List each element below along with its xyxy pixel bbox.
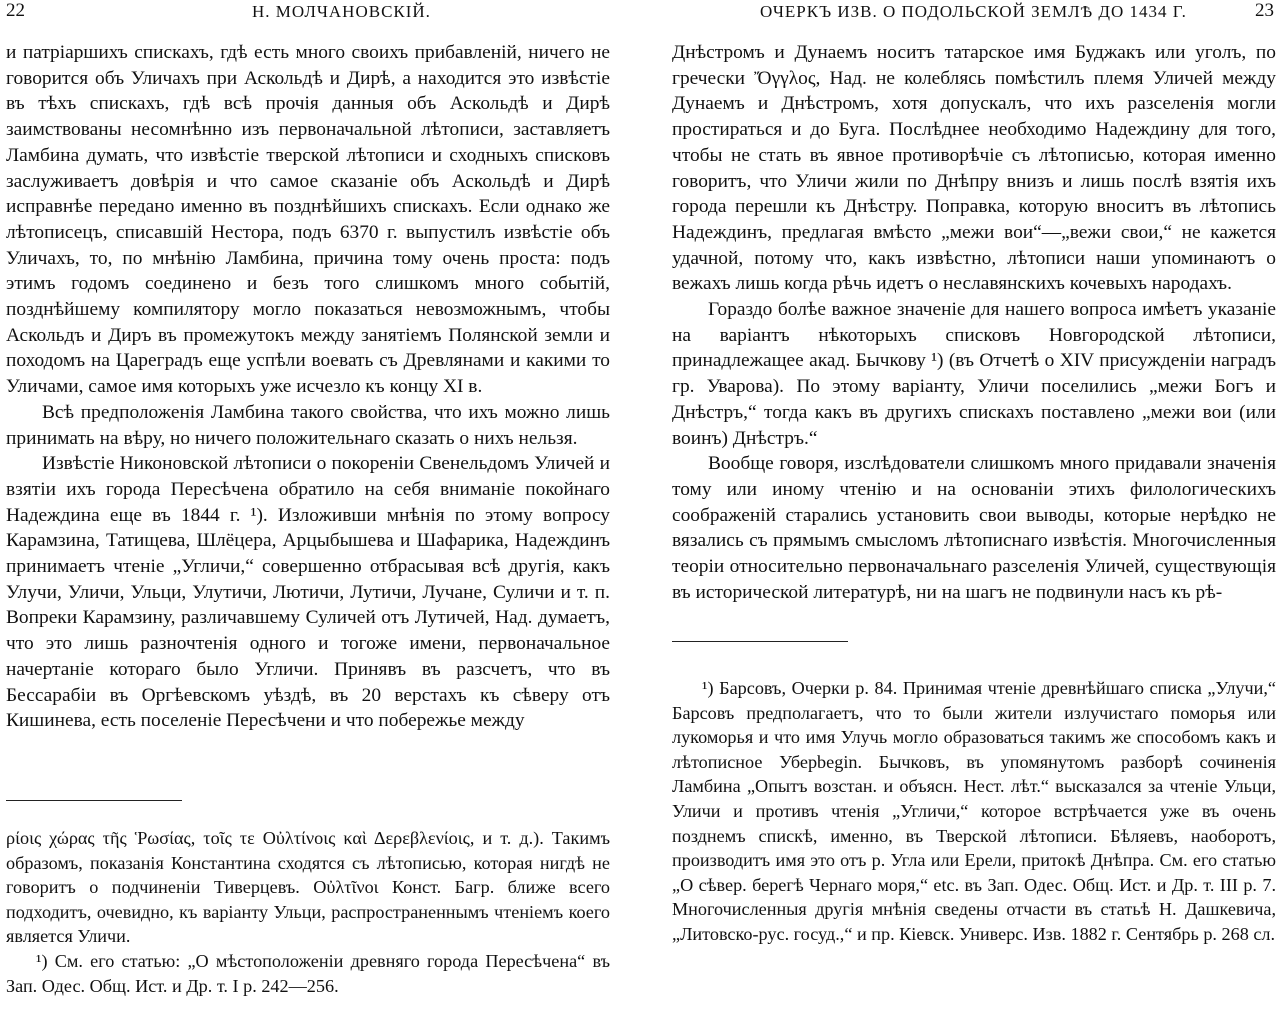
running-head-left: Н. МОЛЧАНОВСКІЙ. bbox=[252, 2, 431, 21]
left-paragraph-3: Извѣстіе Никоновской лѣтописи о покореніи Свенельдомъ Уличей и взятіи ихъ города Пересѣчена обратило на себя вниманіе покойнаго Надеждина еще въ 1844 г. ¹). Изложивши мнѣнія по этому вопросу Карамзина, Татищева, Шлёцера, Арцыбышева и Шафарика, Надеждинъ принимаетъ чтеніе „Угличи,“ совершенно отбрасывая всѣ другія, какъ Улучи, Уличи, Ульци, Улутичи, Лютичи, Лутичи, Лучане, Суличи и т. п. Вопреки Карамзину, различавшему Суличей отъ Лутичей, Над. думаетъ, что это лишь разночтенія одного и тогоже имени, первоначальное начертаніе котораго было Угличи. Принявъ въ разсчетъ, что въ Бессарабіи въ Оргѣевскомъ уѣздѣ, въ 20 верстахъ къ сѣверу отъ Кишинева, есть поселеніе Пересѣчени и что побережье между bbox=[6, 453, 610, 732]
right-footnote-1: ¹) Барсовъ, Очерки р. 84. Принимая чтеніе древнѣйшаго списка „Улучи,“ Барсовъ предполагаетъ, что то были жители излучистаго поморья или лукоморья и что имя Улучь могло образоваться такимъ же способомъ какъ и лѣтописное Уберbegin. Бычковъ, въ упомянутомъ разборѣ сочиненія Ламбина „Опытъ возстан. и объясн. Нест. лѣт.“ высказался за чтеніе Ульци, Уличи и противъ чтенія „Угличи,“ которое встрѣчается уже въ очень позднемъ спискѣ, именно, въ Тверской лѣтописи. Бѣляевъ, наоборотъ, производитъ имя это отъ р. Угла или Ерели, притокѣ Днѣпра. См. его статью „О сѣвер. берегѣ Чернаго моря,“ etc. въ Зап. Одес. Общ. Ист. и Др. т. III р. 7. Многочисленныя другія мнѣнія сведены отчасти въ статьѣ Н. Дашкевича, „Литовско-рус. госуд.,“ и пр. Кіевск. Универс. Изв. 1882 г. Сентябрь р. 268 сл. bbox=[672, 678, 1276, 944]
footnote-rule-left bbox=[6, 800, 182, 801]
left-footnote-1: ¹) См. его статью: „О мѣстоположеніи древняго города Пересѣчена“ въ Зап. Одес. Общ. Ист. и Др. т. I р. 242—256. bbox=[6, 950, 610, 996]
right-footnotes bbox=[672, 676, 1276, 947]
right-page bbox=[640, 0, 1280, 1015]
footnote-rule-right bbox=[672, 641, 848, 642]
page-number-left: 22 bbox=[6, 0, 25, 21]
page-number-right: 23 bbox=[1255, 0, 1274, 21]
right-paragraph-1: Днѣстромъ и Дунаемъ носитъ татарское имя Буджакъ или уголъ, по гречески Ὄγγλος, Над. не колеблясь помѣстилъ племя Уличей между Дунаемъ и Днѣстромъ, хотя допускалъ, что ихъ разселенія могли простираться и до Буга. Послѣднее необходимо Надеждину для того, чтобы не стать въ явное противорѣчіе съ лѣтописью, которая именно говоритъ, что Уличи жили по Днѣпру внизъ и лишь послѣ взятія ихъ города перешли къ Днѣстру. Поправка, которую вноситъ въ лѣтопись Надеждинъ, предлагая вмѣсто „межи вои“—„вежи свои,“ не кажется удачной, потому что, какъ извѣстно, лѣтописи наши упоминаютъ о вежахъ лишь когда рѣчь идетъ о неславянскихъ кочевыхъ народахъ. bbox=[672, 42, 1276, 295]
left-footnotes bbox=[6, 826, 610, 998]
right-paragraph-2: Гораздо болѣе важное значеніе для нашего вопроса имѣетъ указаніе на варіантъ нѣкоторыхъ списковъ Новгородской лѣтописи, принадлежащее акад. Бычкову ¹) (въ Отчетѣ о XIV присужденіи наградъ гр. Уварова). По этому варіанту, Уличи поселились „межи Богъ и Днѣстръ,“ тогда какъ въ другихъ спискахъ поставлено „межи вои (или воинъ) Днѣстръ.“ bbox=[672, 299, 1276, 449]
left-footnote-continued: ρίοις χώρας τῆς Ῥωσίας, τοῖς τε Οὐλτίνοις καὶ Δερεβλενίοις, и т. д.). Такимъ образомъ, показанія Константина сходятся съ лѣтописью, которая нигдѣ не говоритъ о подчиненіи Тиверцевъ. Οὐλτῖνοι Конст. Багр. ближе всего подходитъ, очевидно, къ варіанту Ульци, распространеннымъ чтеніемъ коего является Уличи. bbox=[6, 828, 610, 947]
right-paragraph-3: Вообще говоря, изслѣдователи слишкомъ много придавали значенія тому или иному чтенію и на основаніи этихъ филологическихъ соображеній старались установить свои выводы, которые нерѣдко не вязались съ прямымъ смысломъ лѣтописнаго извѣстія. Многочисленныя теоріи относительно первоначальнаго разселенія Уличей, существующія въ исторической литературѣ, ни на шагъ не подвинули насъ къ рѣ- bbox=[672, 453, 1276, 603]
running-head-right: ОЧЕРКЪ ИЗВ. О ПОДОЛЬСКОЙ ЗЕМЛѢ ДО 1434 Г. bbox=[760, 2, 1187, 21]
left-body bbox=[6, 40, 610, 734]
right-body bbox=[672, 40, 1276, 605]
left-paragraph-2: Всѣ предположенія Ламбина такого свойства, что ихъ можно лишь принимать на вѣру, но ничего положительнаго сказать о нихъ нельзя. bbox=[6, 401, 610, 449]
left-paragraph-1: и патріаршихъ спискахъ, гдѣ есть много своихъ прибавленій, ничего не говорится объ Уличахъ при Аскольдѣ и Дирѣ, а находится это извѣстіе въ тѣхъ спискахъ, гдѣ всѣ прочія данныя объ Аскольдѣ и Дирѣ заимствованы несомнѣнно изъ первоначальной лѣтописи, заставляетъ Ламбина думать, что извѣстіе тверской лѣтописи и сходныхъ списковъ заслуживаетъ довѣрія и что самое сказаніе объ Аскольдѣ и Дирѣ исправнѣе передано именно въ позднѣйшихъ спискахъ. Если однако же лѣтописецъ, списавшій Нестора, подъ 6370 г. выпустилъ извѣстіе объ Уличахъ, то, по мнѣнію Ламбина, причина тому очень проста: подъ этимъ годомъ соединено и безъ того слишкомъ много событій, позднѣйшему компилятору могло показаться невозможнымъ, чтобы Аскольдъ и Диръ въ промежутокъ между занятіемъ Полянской земли и походомъ на Цареградъ еще успѣли воевать съ Древлянами и какими то Уличами, самое имя которыхъ уже исчезло къ концу XI в. bbox=[6, 42, 610, 398]
